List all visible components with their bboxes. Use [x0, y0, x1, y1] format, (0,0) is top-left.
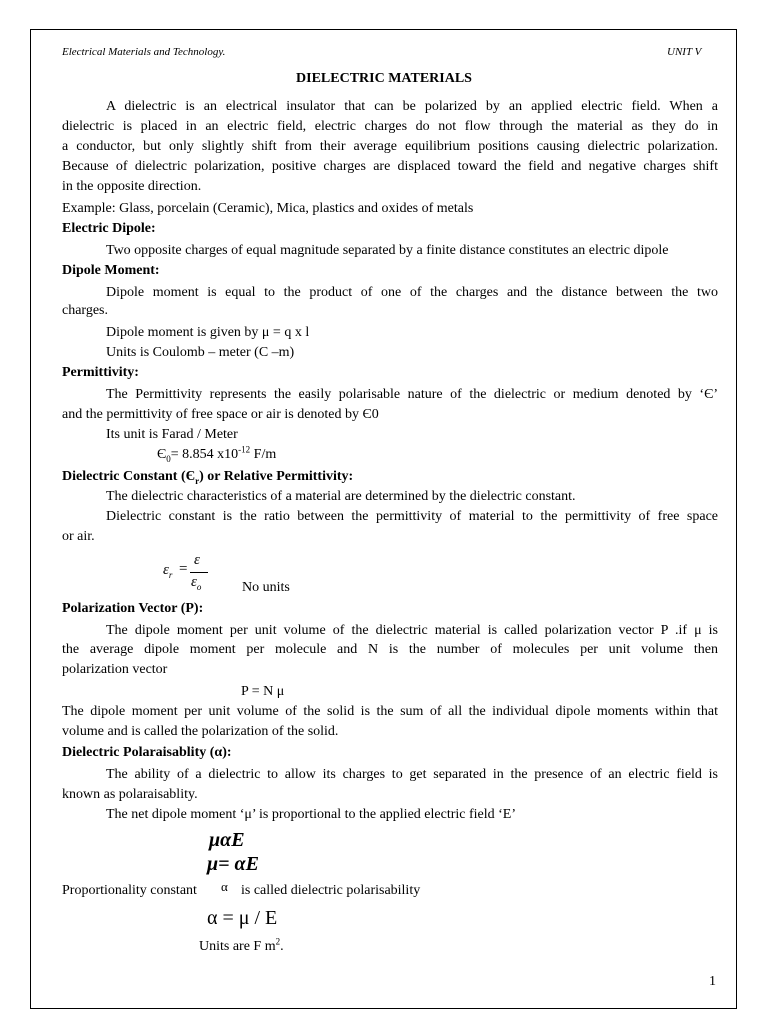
polarization-vector-line-3: polarization vector [62, 662, 168, 677]
proportionality-constant-text: Proportionality constant [62, 883, 197, 898]
polarization-vector-formula: P = N μ [241, 684, 285, 699]
page-title: DIELECTRIC MATERIALS [296, 71, 472, 86]
electric-dipole-text: Two opposite charges of equal magnitude separated by a finite distance constitutes an electric dipole [106, 243, 669, 258]
permittivity-line-2: and the permittivity of free space or air is denoted by Є0 [62, 407, 379, 422]
intro-line-2: dielectric is placed in an electric field, electric charges do not flow through the material as they do in [62, 119, 718, 134]
proportionality-constant-desc: is called dielectric polarisability [241, 883, 421, 898]
permittivity-line-1: The Permittivity represents the easily polarisable nature of the dielectric or medium denoted by ‘Є’ [106, 387, 718, 402]
alpha-symbol: α [221, 879, 228, 894]
electric-dipole-heading: Electric Dipole: [62, 221, 156, 236]
formula-equals: = [179, 561, 188, 577]
page-number: 1 [709, 974, 716, 989]
running-header-left: Electrical Materials and Technology. [62, 46, 226, 58]
intro-line-5: in the opposite direction. [62, 179, 202, 194]
intro-line-4: Because of dielectric polarization, positive charges are displaced toward the field and negative charges shift [62, 159, 718, 174]
permittivity-value: $Є_0= 8.854$ $x10^{-12}$ F/m [157, 444, 277, 464]
equality-formula: μ= αE [207, 853, 259, 875]
dipole-moment-formula: Dipole moment is given by μ = q x l [106, 325, 310, 340]
dipole-moment-line-1: Dipole moment is equal to the product of one of the charges and the distance between the two [106, 285, 718, 300]
running-header-right: UNIT V [667, 46, 702, 58]
example-line: Example: Glass, porcelain (Ceramic), Mica, plastics and oxides of metals [62, 201, 474, 216]
relative-permittivity-formula [163, 552, 243, 596]
dielectric-constant-line-1: The dielectric characteristics of a material are determined by the dielectric constant. [106, 489, 576, 504]
polarization-vector-line-5: volume and is called the polarization of the solid. [62, 724, 339, 739]
polarisability-heading: Dielectric Polaraisablity (α): [62, 745, 232, 760]
permittivity-heading: Permittivity: [62, 365, 139, 380]
intro-line-1: A dielectric is an electrical insulator that can be polarized by an applied electric field. When a [106, 99, 718, 114]
formula-denominator: $\varepsilon_o$ [191, 574, 202, 592]
dipole-moment-heading: Dipole Moment: [62, 263, 160, 278]
polarization-vector-line-1: The dipole moment per unit volume of the dielectric material is called polarization vector P .if μ is [106, 623, 718, 638]
polarisability-line-3: The net dipole moment ‘μ’ is proportional to the applied electric field ‘E’ [106, 807, 516, 822]
fraction-bar [190, 572, 208, 573]
no-units-label: No units [242, 580, 290, 595]
formula-lhs: $\varepsilon_r$ [163, 562, 173, 580]
formula-numerator: ε [194, 552, 200, 568]
dielectric-constant-line-3: or air. [62, 529, 95, 544]
dipole-moment-line-2: charges. [62, 303, 108, 318]
intro-line-3: a conductor, but only slightly shift from their average equilibrium positions causing dielectric polarization. [62, 139, 718, 154]
polarization-vector-line-4: The dipole moment per unit volume of the solid is the sum of all the individual dipole moments within that [62, 704, 718, 719]
polarization-vector-line-2: the average dipole moment per molecule and N is the number of molecules per unit volume then [62, 642, 718, 657]
dielectric-constant-heading: Dielectric Constant $(Є_r)$ or Relative Permittivity: [62, 469, 354, 486]
polarisability-line-2: known as polaraisablity. [62, 787, 198, 802]
dielectric-constant-line-2: Dielectric constant is the ratio between the permittivity of material to the permittivity of free space [106, 509, 718, 524]
polarization-vector-heading: Polarization Vector (P): [62, 601, 204, 616]
permittivity-unit: Its unit is Farad / Meter [106, 427, 238, 442]
proportional-formula: μαE [209, 829, 245, 851]
alpha-formula: α = μ / E [207, 907, 278, 929]
dipole-moment-units: Units is Coulomb – meter (C –m) [106, 345, 295, 360]
polarisability-line-1: The ability of a dielectric to allow its charges to get separated in the presence of an electric field is [106, 767, 718, 782]
units-line: Units are F $m^2$. [199, 936, 284, 954]
